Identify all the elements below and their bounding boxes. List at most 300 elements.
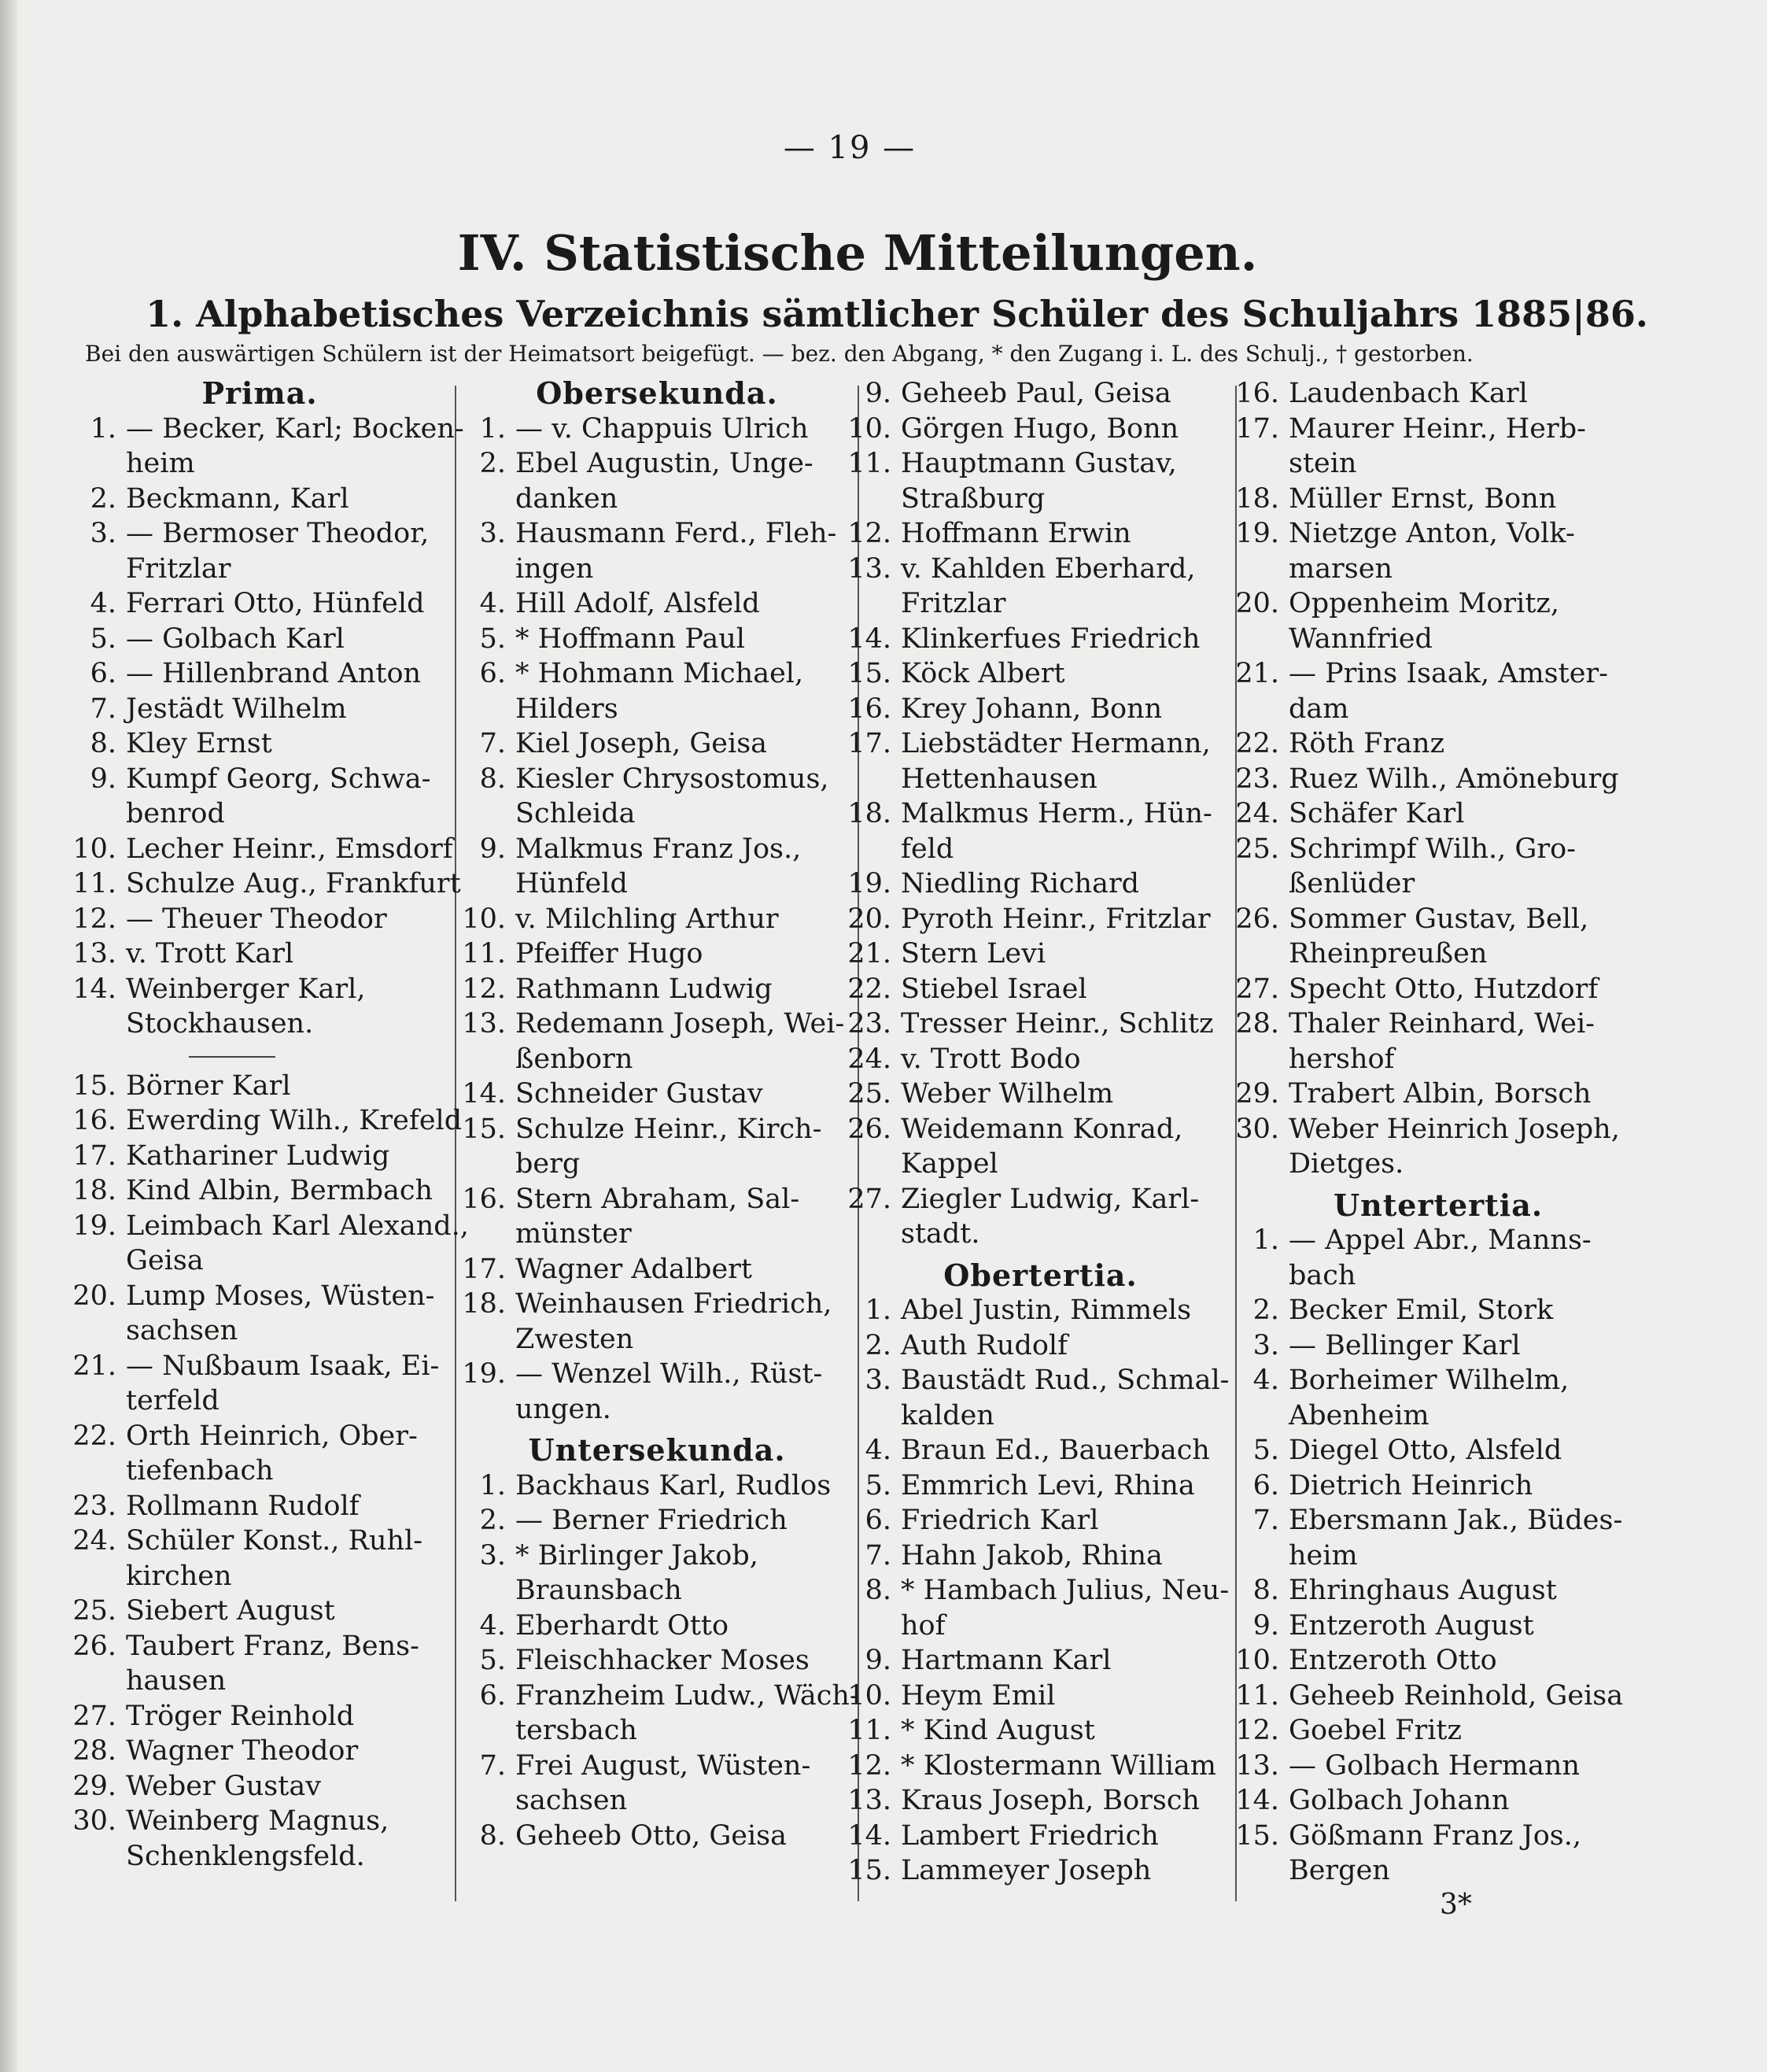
student-entry <box>71 1699 448 1734</box>
student-entry <box>460 762 854 797</box>
student-name: Braun Ed., Bauerbach <box>901 1435 1210 1466</box>
student-entry <box>460 1643 854 1679</box>
student-name: Hill Adolf, Alsfeld <box>515 588 760 619</box>
entry-number: 7. <box>479 1749 506 1782</box>
student-name: — Golbach Hermann <box>1289 1749 1580 1782</box>
student-name: Diegel Otto, Alsfeld <box>1289 1435 1562 1466</box>
student-entry <box>846 1573 1235 1608</box>
student-name: Becker Emil, Stork <box>1289 1295 1554 1326</box>
student-entry <box>846 936 1235 972</box>
student-name: Hausmann Ferd., Fleh- <box>515 518 837 549</box>
entry-number: 23. <box>847 1008 891 1040</box>
entry-number: 9. <box>90 763 116 795</box>
student-name: Schulze Heinr., Kirch- <box>515 1113 822 1145</box>
page-number: — 19 — <box>783 130 917 166</box>
entry-number: 24. <box>847 1043 891 1075</box>
entry-number: 10. <box>847 1679 891 1712</box>
list-title: 1. Alphabetisches Verzeichnis sämtlicher Schüler des Schuljahrs 1885|86. <box>146 293 1648 335</box>
student-name: v. Kahlden Eberhard, <box>901 552 1196 585</box>
student-name: Ruez Wilh., Amöneburg <box>1289 763 1619 795</box>
student-entry <box>71 1209 469 1244</box>
student-entry <box>846 1643 1235 1679</box>
student-name: Rathmann Ludwig <box>515 973 773 1005</box>
student-name: v. Milchling Arthur <box>515 903 779 935</box>
entry-number: 15. <box>462 1113 506 1145</box>
entry-number: 3. <box>1252 1329 1279 1361</box>
entry-number: 18. <box>72 1175 116 1206</box>
student-entry <box>71 866 461 902</box>
entry-number: 9. <box>865 1645 891 1676</box>
student-entry <box>846 1042 1235 1077</box>
entry-number: 11. <box>1235 1679 1279 1712</box>
student-entry <box>71 1139 448 1174</box>
student-entry <box>846 1006 1235 1042</box>
entry-number: 30. <box>1235 1113 1279 1145</box>
entry-number: 14. <box>847 1819 891 1852</box>
entry-number: 21. <box>1235 658 1279 689</box>
student-name-continuation: Schleida <box>515 798 636 829</box>
student-name-continuation: Kappel <box>901 1148 998 1180</box>
entry-number: 8. <box>90 728 116 759</box>
student-name-continuation: hof <box>901 1609 946 1642</box>
student-name: * Hoffmann Paul <box>515 622 745 655</box>
student-entry <box>71 726 448 762</box>
student-entry <box>1234 1112 1643 1147</box>
student-entry <box>71 516 448 552</box>
student-name: Müller Ernst, Bonn <box>1289 482 1557 515</box>
entry-number: 20. <box>847 903 891 935</box>
entry-number: 16. <box>462 1183 506 1215</box>
student-list-prima <box>71 412 464 1042</box>
student-name: Specht Otto, Hutzdorf <box>1289 973 1599 1005</box>
student-entry <box>846 1112 1235 1147</box>
student-name: Lambert Friedrich <box>901 1819 1159 1852</box>
student-entry <box>460 1503 854 1538</box>
entry-number: 17. <box>847 728 891 759</box>
student-entry <box>1234 762 1643 797</box>
entry-number: 13. <box>1235 1749 1279 1782</box>
student-name-continuation: Fritzlar <box>126 552 231 585</box>
student-name-continuation: dam <box>1289 693 1349 725</box>
student-entry <box>460 726 854 762</box>
entry-number: 10. <box>847 412 891 445</box>
entry-number: 3. <box>479 1539 506 1572</box>
student-name: Geheeb Reinhold, Geisa <box>1289 1679 1624 1712</box>
entry-number: 17. <box>462 1253 506 1285</box>
student-name: Entzeroth Otto <box>1289 1645 1497 1676</box>
student-name: Laudenbach Karl <box>1289 378 1528 409</box>
page-edge-shadow <box>0 0 17 2072</box>
student-name: Stern Abraham, Sal- <box>515 1183 800 1215</box>
student-entry <box>71 1069 448 1104</box>
student-name: Weinhausen Friedrich, <box>515 1288 832 1320</box>
student-name: Klinkerfues Friedrich <box>901 622 1201 655</box>
legend-note: Bei den auswärtigen Schülern ist der Heimatsort beigefügt. — bez. den Abgang, * den Zugang i. L. des Schulj., † gestorben. <box>85 341 1474 367</box>
student-entry <box>71 1629 448 1664</box>
student-name: Weber Heinrich Joseph, <box>1289 1113 1620 1145</box>
entry-number: 12. <box>462 973 506 1005</box>
student-entry <box>1234 516 1643 552</box>
student-name: — Bellinger Karl <box>1289 1329 1521 1361</box>
entry-number: 7. <box>90 693 116 725</box>
student-entry <box>1234 1608 1643 1644</box>
student-name-continuation: bach <box>1289 1259 1356 1291</box>
student-name-continuation: Bergen <box>1289 1855 1390 1886</box>
student-name: Ewerding Wilh., Krefeld <box>126 1105 463 1136</box>
student-name: Hahn Jakob, Rhina <box>901 1539 1163 1572</box>
student-name-continuation: Hettenhausen <box>901 763 1097 795</box>
entry-number: 9. <box>865 378 891 409</box>
entry-number: 14. <box>1235 1785 1279 1816</box>
student-name-continuation: stein <box>1289 448 1357 479</box>
student-name: Geheeb Otto, Geisa <box>515 1819 788 1852</box>
entry-number: 7. <box>865 1539 891 1572</box>
student-entry <box>460 622 854 657</box>
student-name: Krey Johann, Bonn <box>901 693 1163 725</box>
student-entry <box>71 1419 448 1454</box>
student-entry <box>460 1749 854 1784</box>
student-name: Pfeiffer Hugo <box>515 938 703 970</box>
entry-number: 1. <box>865 1295 891 1326</box>
entry-number: 7. <box>1252 1505 1279 1536</box>
student-entry <box>1234 482 1643 517</box>
student-name: Schulze Aug., Frankfurt <box>126 868 461 899</box>
student-name-continuation: sachsen <box>515 1785 628 1816</box>
student-name: — Theuer Theodor <box>126 903 387 935</box>
student-entry <box>71 1594 448 1629</box>
student-name: Geheeb Paul, Geisa <box>901 378 1171 409</box>
student-name: Backhaus Karl, Rudlos <box>515 1469 832 1501</box>
student-name: Röth Franz <box>1289 728 1445 759</box>
entry-number: 27. <box>847 1183 891 1215</box>
student-name: Niedling Richard <box>901 868 1140 899</box>
student-name: Kiesler Chrysostomus, <box>515 763 829 795</box>
student-entry <box>460 1538 854 1574</box>
student-name: Ebersmann Jak., Büdes- <box>1289 1505 1623 1536</box>
entry-number: 15. <box>847 658 891 689</box>
student-name-continuation: kirchen <box>126 1560 232 1592</box>
student-name-continuation: hershof <box>1289 1043 1395 1075</box>
student-name-continuation: Schenklengsfeld. <box>126 1840 365 1872</box>
student-entry <box>71 656 448 692</box>
student-name-continuation: heim <box>1289 1539 1358 1572</box>
student-name: Liebstädter Hermann, <box>901 728 1211 759</box>
entry-number: 15. <box>847 1855 891 1886</box>
entry-number: 5. <box>479 622 506 655</box>
entry-number: 14. <box>462 1078 506 1110</box>
student-entry <box>71 1173 448 1209</box>
student-entry <box>71 762 448 797</box>
student-entry <box>846 726 1235 762</box>
entry-number: 15. <box>1235 1819 1279 1852</box>
student-name: Gößmann Franz Jos., <box>1289 1819 1581 1852</box>
entry-number: 14. <box>72 973 116 1005</box>
entry-number: 16. <box>1235 378 1279 409</box>
entry-number: 19. <box>72 1210 116 1242</box>
student-list-obertertia-cont <box>1234 376 1643 1182</box>
student-entry <box>1234 1503 1643 1538</box>
student-name: Stern Levi <box>901 938 1046 970</box>
class-heading-untertertia: Untertertia. <box>1333 1187 1544 1223</box>
student-name: Ehringhaus August <box>1289 1575 1557 1606</box>
section-title: IV. Statistische Mitteilungen. <box>457 224 1258 282</box>
student-name: Wagner Adalbert <box>515 1253 752 1285</box>
student-entry <box>1234 1433 1643 1468</box>
entry-number: 17. <box>1235 412 1279 445</box>
student-name: Kiel Joseph, Geisa <box>515 728 768 759</box>
student-list-untersekunda <box>460 1468 859 1854</box>
student-name: Stiebel Israel <box>901 973 1087 1005</box>
entry-number: 2. <box>90 482 116 515</box>
student-entry <box>1234 1468 1643 1504</box>
student-entry <box>460 412 854 447</box>
student-list-prima-2 <box>71 1069 469 1874</box>
student-name-continuation: Dietges. <box>1289 1148 1404 1180</box>
student-entry <box>846 866 1235 902</box>
entry-number: 22. <box>1235 728 1279 759</box>
student-name: Görgen Hugo, Bonn <box>901 412 1179 445</box>
student-name-continuation: terfeld <box>126 1385 219 1416</box>
entry-number: 4. <box>479 588 506 619</box>
student-name: Sommer Gustav, Bell, <box>1289 903 1589 935</box>
student-name: Weber Wilhelm <box>901 1078 1114 1110</box>
student-entry <box>460 516 854 552</box>
student-entry <box>71 412 464 447</box>
student-entry <box>846 902 1235 937</box>
entry-number: 23. <box>72 1490 116 1522</box>
student-entry <box>71 1279 448 1314</box>
entry-number: 1. <box>479 1469 506 1501</box>
column-untersekunda-cont <box>846 376 1235 1889</box>
column-prima <box>71 375 469 1874</box>
student-name: Weinberger Karl, <box>126 973 366 1005</box>
entry-number: 3. <box>90 518 116 549</box>
student-name-continuation: Zwesten <box>515 1323 634 1355</box>
student-name-continuation: danken <box>515 482 618 515</box>
student-name-continuation: Braunsbach <box>515 1575 682 1606</box>
student-name: * Kind August <box>901 1715 1095 1746</box>
separator-rule <box>189 1056 275 1058</box>
student-name: Siebert August <box>126 1595 335 1627</box>
entry-number: 13. <box>72 938 116 970</box>
student-entry <box>1234 1819 1643 1854</box>
class-heading-obersekunda: Obersekunda. <box>536 375 778 411</box>
student-entry <box>846 1433 1235 1468</box>
entry-number: 4. <box>90 588 116 619</box>
student-entry <box>460 1287 854 1322</box>
student-name-continuation: kalden <box>901 1399 994 1431</box>
student-name: Weinberg Magnus, <box>126 1805 389 1837</box>
student-name-continuation: Geisa <box>126 1245 204 1276</box>
student-name: Wagner Theodor <box>126 1735 359 1767</box>
student-list-obertertia <box>846 1293 1235 1889</box>
student-entry <box>71 692 448 727</box>
student-entry <box>1234 1328 1643 1364</box>
entry-number: 5. <box>479 1645 506 1676</box>
entry-number: 11. <box>72 868 116 899</box>
class-heading-obertertia: Obertertia. <box>943 1257 1138 1293</box>
student-entry <box>846 516 1235 552</box>
student-entry <box>71 936 448 972</box>
entry-number: 23. <box>1235 763 1279 795</box>
student-entry <box>846 972 1235 1007</box>
student-name: Thaler Reinhard, Wei- <box>1289 1008 1595 1040</box>
student-entry <box>460 1608 854 1644</box>
student-entry <box>1234 1643 1643 1679</box>
student-entry <box>71 1769 448 1804</box>
student-name: Orth Heinrich, Ober- <box>126 1420 418 1452</box>
student-entry <box>71 1524 448 1559</box>
entry-number: 4. <box>479 1609 506 1642</box>
student-entry <box>846 552 1235 587</box>
entry-number: 12. <box>1235 1715 1279 1746</box>
student-entry <box>1234 1077 1643 1112</box>
entry-number: 2. <box>1252 1295 1279 1326</box>
student-entry <box>1234 1573 1643 1608</box>
entry-number: 22. <box>847 973 891 1005</box>
class-heading-prima: Prima. <box>201 375 318 411</box>
student-entry <box>846 412 1235 447</box>
student-name: Trabert Albin, Borsch <box>1289 1078 1592 1110</box>
entry-number: 25. <box>847 1078 891 1110</box>
student-name: Golbach Johann <box>1289 1785 1510 1816</box>
entry-number: 11. <box>462 938 506 970</box>
student-name-continuation: ßenlüder <box>1289 868 1415 899</box>
entry-number: 2. <box>479 1505 506 1536</box>
entry-number: 25. <box>1235 833 1279 865</box>
student-name: Schüler Konst., Ruhl- <box>126 1525 423 1557</box>
student-name: — Nußbaum Isaak, Ei- <box>126 1350 440 1382</box>
student-entry <box>846 656 1235 692</box>
student-name: — Becker, Karl; Bocken- <box>126 412 464 445</box>
entry-number: 3. <box>479 518 506 549</box>
entry-number: 6. <box>479 658 506 689</box>
student-entry <box>71 482 448 517</box>
entry-number: 1. <box>479 412 506 445</box>
entry-number: 11. <box>847 448 891 479</box>
student-name: Malkmus Franz Jos., <box>515 833 802 865</box>
student-name: Fleischhacker Moses <box>515 1645 810 1676</box>
student-entry <box>1234 796 1643 832</box>
entry-number: 8. <box>865 1575 891 1606</box>
student-name: Tresser Heinr., Schlitz <box>901 1008 1214 1040</box>
student-list-obersekunda <box>460 412 854 1428</box>
entry-number: 1. <box>1252 1224 1279 1256</box>
student-name-continuation: Hilders <box>515 693 618 725</box>
student-name-continuation: ingen <box>515 552 594 585</box>
student-name: Köck Albert <box>901 658 1065 689</box>
student-name: Ziegler Ludwig, Karl- <box>901 1183 1200 1215</box>
entry-number: 26. <box>72 1630 116 1662</box>
student-entry <box>846 1363 1235 1398</box>
student-entry <box>460 1468 854 1504</box>
student-entry <box>460 936 854 972</box>
student-entry <box>71 622 448 657</box>
entry-number: 12. <box>847 1749 891 1782</box>
student-name-continuation: hausen <box>126 1665 227 1697</box>
entry-number: 18. <box>847 798 891 829</box>
student-name: Malkmus Herm., Hün- <box>901 798 1212 829</box>
student-name: Hauptmann Gustav, <box>901 448 1177 479</box>
student-entry <box>1234 726 1643 762</box>
student-entry <box>1234 1679 1643 1714</box>
student-name: Frei August, Wüsten- <box>515 1749 811 1782</box>
student-entry <box>71 1489 448 1524</box>
student-name-continuation: sachsen <box>126 1315 238 1346</box>
student-name: Kind Albin, Bermbach <box>126 1175 433 1206</box>
student-name-continuation: Stockhausen. <box>126 1008 314 1040</box>
student-name: Weidemann Konrad, <box>901 1113 1183 1145</box>
entry-number: 20. <box>1235 588 1279 619</box>
student-name-continuation: Straßburg <box>901 482 1046 515</box>
student-entry <box>460 902 854 937</box>
student-list-untersekunda-cont <box>846 376 1235 1252</box>
student-entry <box>1234 656 1643 692</box>
entry-number: 22. <box>72 1420 116 1452</box>
entry-number: 5. <box>1252 1435 1279 1466</box>
entry-number: 4. <box>1252 1365 1279 1396</box>
signature-mark: 3* <box>1440 1889 1472 1921</box>
student-name: Lammeyer Joseph <box>901 1855 1152 1886</box>
entry-number: 5. <box>90 622 116 655</box>
entry-number: 24. <box>1235 798 1279 829</box>
student-name-continuation: berg <box>515 1148 581 1180</box>
entry-number: 28. <box>72 1735 116 1767</box>
student-entry <box>1234 412 1643 447</box>
student-name: — Appel Abr., Manns- <box>1289 1224 1592 1256</box>
entry-number: 27. <box>72 1700 116 1732</box>
student-name: Heym Emil <box>901 1679 1056 1712</box>
entry-number: 5. <box>865 1469 891 1501</box>
student-entry <box>1234 1713 1643 1749</box>
entry-number: 28. <box>1235 1008 1279 1040</box>
student-name: Redemann Joseph, Wei- <box>515 1008 845 1040</box>
entry-number: 24. <box>72 1525 116 1557</box>
entry-number: 16. <box>847 693 891 725</box>
column-divider <box>455 386 456 1901</box>
student-name: — Hillenbrand Anton <box>126 658 422 689</box>
student-name: * Hambach Julius, Neu- <box>901 1575 1230 1606</box>
student-entry <box>846 1077 1235 1112</box>
student-name: — Berner Friedrich <box>515 1505 788 1536</box>
student-name: Eberhardt Otto <box>515 1609 729 1642</box>
student-entry <box>71 972 448 1007</box>
student-entry <box>846 446 1235 482</box>
student-name: Beckmann, Karl <box>126 482 349 515</box>
student-name: Dietrich Heinrich <box>1289 1469 1533 1501</box>
student-entry <box>460 586 854 622</box>
entry-number: 9. <box>1252 1609 1279 1642</box>
student-name-continuation: Hünfeld <box>515 868 628 899</box>
entry-number: 18. <box>462 1288 506 1320</box>
student-entry <box>460 1679 859 1714</box>
entry-number: 26. <box>847 1113 891 1145</box>
student-name-continuation: Abenheim <box>1289 1399 1429 1431</box>
student-name: Kathariner Ludwig <box>126 1139 390 1172</box>
student-entry <box>460 1252 854 1287</box>
student-entry <box>1234 832 1643 867</box>
student-name: Goebel Fritz <box>1289 1715 1462 1746</box>
student-entry <box>460 832 854 867</box>
student-name-continuation: Rheinpreußen <box>1289 938 1488 970</box>
student-name: — Golbach Karl <box>126 622 345 655</box>
student-name: Ferrari Otto, Hünfeld <box>126 588 425 619</box>
student-name: Leimbach Karl Alexand., <box>126 1210 469 1242</box>
student-entry <box>460 1077 854 1112</box>
student-name: Schäfer Karl <box>1289 798 1465 829</box>
entry-number: 21. <box>72 1350 116 1382</box>
entry-number: 9. <box>479 833 506 865</box>
